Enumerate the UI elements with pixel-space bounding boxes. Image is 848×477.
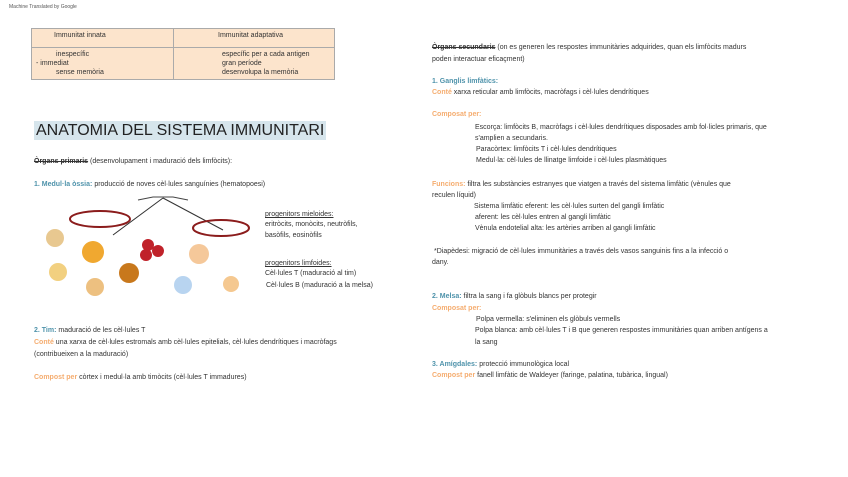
- composed-label: Compost per: [34, 374, 78, 381]
- myeloid-title: progenitors mieloides:: [265, 211, 334, 218]
- lymphoid-line: Cèl·lules B (maduració a la melsa): [266, 282, 373, 289]
- machine-translation-notice: Machine Translated by Google: [9, 4, 77, 10]
- list-item: Polpa blanca: amb cèl·lules T i B que generen respostes immunitàries quan arriben antígens a: [475, 327, 768, 334]
- diapedesis-note-2: dany.: [432, 259, 449, 266]
- primary-organs-text: (desenvolupament i maduració dels limfòcits):: [90, 158, 233, 165]
- list-item: Polpa vermella: s'eliminen els glòbuls vermells: [476, 316, 621, 323]
- bone-marrow-text: producció de noves cèl·lules sanguínies (hematopoesi): [94, 181, 266, 188]
- spleen-text: filtra la sang i fa glòbuls blancs per protegir: [463, 293, 597, 300]
- thymus-text: maduració de les cèl·lules T: [58, 327, 146, 334]
- contains-text: una xarxa de cèl·lules estromals amb cèl·lules epitelials, cèl·lules dendrítiques i macròfags: [55, 339, 337, 346]
- list-item: Escorça: limfòcits B, macròfags i cèl·lules dendrítiques disposades amb fol·licles primaris, que: [475, 124, 767, 131]
- list-item: Sistema limfàtic eferent: les cèl·lules surten del gangli limfàtic: [474, 203, 665, 210]
- tonsils-label: 3. Amígdales:: [432, 361, 478, 368]
- secondary-organs-text-2: poden interactuar eficaçment): [432, 56, 525, 63]
- lymphoid-progenitor-cell: [189, 244, 209, 264]
- myeloid-line: basòfils, eosinòfils: [265, 232, 322, 239]
- composed-label: Compost per: [432, 372, 476, 379]
- list-item: Paracòrtex: limfòcits T i cèl·lules dendrítiques: [476, 146, 617, 153]
- list-item: la sang: [475, 339, 498, 346]
- functions-label: Funcions:: [432, 181, 466, 188]
- lymphoid-title: progenitors limfoides:: [265, 260, 332, 267]
- myeloid-line: eritròcits, monòcits, neutròfils,: [265, 221, 358, 228]
- list-item: Medul·la: cèl·lules de llinatge limfoide i cèl·lules plasmàtiques: [476, 157, 667, 164]
- lymph-nodes-label: 1. Ganglis limfàtics:: [432, 78, 499, 85]
- list-item: gran període: [222, 60, 262, 67]
- secondary-organs-text: (on es generen les respostes immunitàries adquirides, quan els limfòcits madurs: [497, 44, 747, 51]
- tonsils-text: protecció immunològica local: [479, 361, 570, 368]
- list-item: específic per a cada antigen: [222, 51, 310, 58]
- list-item: - immediat: [36, 60, 69, 67]
- contains-text: xarxa reticular amb limfòcits, macròfags i cèl·lules dendrítiques: [453, 89, 649, 96]
- table-header-adaptive: Immunitat adaptativa: [174, 29, 335, 48]
- hematopoiesis-figure: [38, 195, 258, 307]
- list-item: sense memòria: [56, 69, 104, 76]
- innate-cell: [32, 48, 174, 80]
- list-item: aferent: les cèl·lules entren al gangli limfàtic: [475, 214, 611, 221]
- contains-label: Conté: [34, 339, 54, 346]
- myeloid-progenitor-cell: [82, 241, 104, 263]
- diapedesis-note: *Diapèdesi: migració de cèl·lules immunitàries a través dels vasos sanguinis fins a la infecció o: [434, 248, 729, 255]
- immunity-table: [31, 28, 335, 80]
- thymus-label: 2. Tim:: [34, 327, 57, 334]
- adaptive-cell: [174, 48, 335, 80]
- primary-organs-label: Òrgans primaris: [34, 158, 89, 165]
- contains-label: Conté: [432, 89, 452, 96]
- composed-text: fanell limfàtic de Waldeyer (faringe, palatina, tubàrica, lingual): [477, 372, 668, 379]
- list-item: Vènula endotelial alta: les artèries arriben al gangli limfàtic: [475, 225, 656, 232]
- secondary-organs-label: Òrgans secundaris: [432, 44, 496, 51]
- list-item: inespecífic: [56, 51, 90, 58]
- table-header-innate: Immunitat innata: [32, 29, 174, 48]
- functions-text-2: reculen líquid): [432, 192, 476, 199]
- bone-marrow-label: 1. Medul·la òssia:: [34, 181, 93, 188]
- lymphoid-line: Cèl·lules T (maduració al tim): [265, 270, 357, 277]
- contains-text-2: (contribueixen a la maduració): [34, 351, 129, 358]
- composed-label: Composat per:: [432, 111, 482, 118]
- functions-text: filtra les substàncies estranyes que viatgen a través del sistema limfàtic (vènules que: [467, 181, 731, 188]
- list-item: desenvolupa la memòria: [222, 69, 299, 76]
- composed-label: Composat per:: [432, 305, 482, 312]
- page-title: ANATOMIA DEL SISTEMA IMMUNITARI: [36, 122, 325, 139]
- list-item: s'amplien a secundaris.: [475, 135, 548, 142]
- composed-text: còrtex i medul·la amb timòcits (cèl·lules T immadures): [79, 374, 247, 381]
- spleen-label: 2. Melsa:: [432, 293, 462, 300]
